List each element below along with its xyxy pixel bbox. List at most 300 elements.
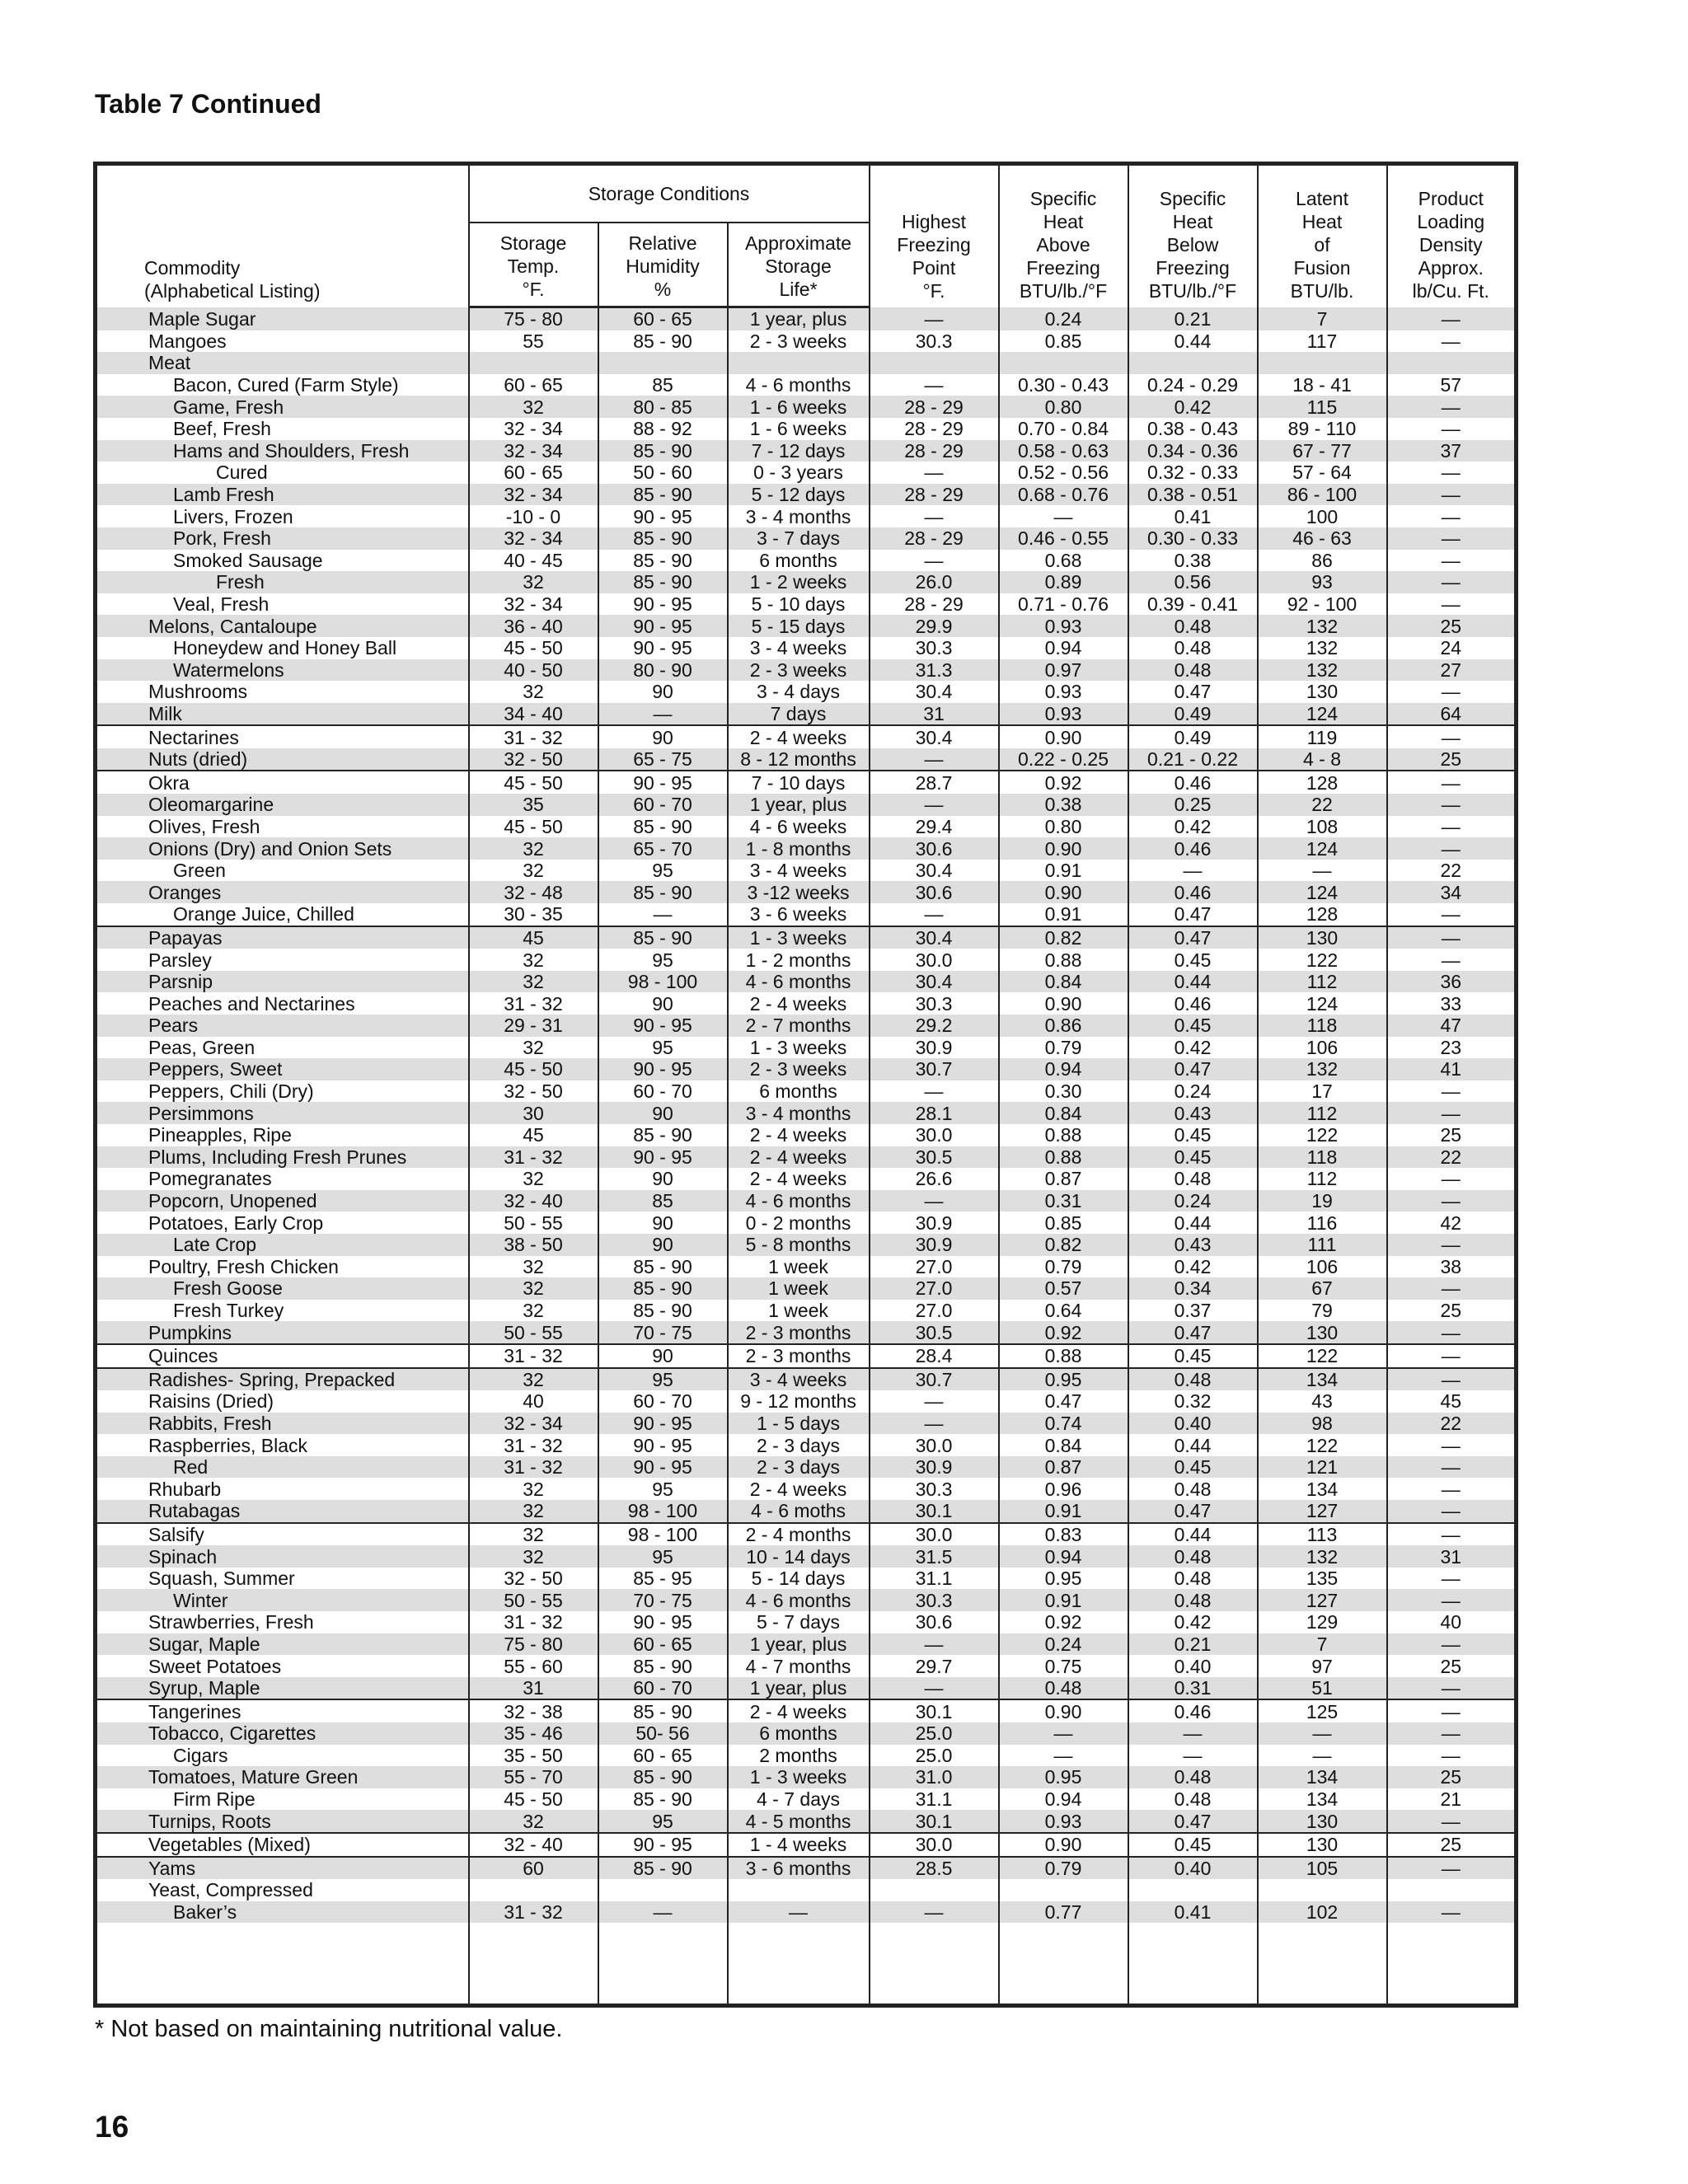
table-row — [96, 659, 1517, 682]
cell-heat-above: 0.82 — [999, 1234, 1128, 1256]
cell-latent-heat: 134 — [1258, 1788, 1387, 1811]
table-row — [96, 593, 1517, 616]
cell-heat-above: — — [999, 505, 1128, 527]
cell-commodity: Peppers, Chili (Dry) — [148, 1080, 314, 1103]
cell-latent-heat: 121 — [1258, 1456, 1387, 1479]
cell-commodity: Strawberries, Fresh — [148, 1611, 314, 1633]
cell-heat-above: 0.94 — [999, 1545, 1128, 1568]
cell-loading-density: 25 — [1387, 1766, 1517, 1788]
cell-latent-heat: 79 — [1258, 1300, 1387, 1322]
header-storage-conditions: Storage Conditions — [469, 164, 870, 223]
cell-heat-below: 0.40 — [1128, 1413, 1258, 1435]
cell-commodity: Melons, Cantaloupe — [96, 615, 469, 637]
cell-storage-temp: 35 - 50 — [469, 1745, 598, 1767]
cell-heat-below: 0.38 - 0.43 — [1128, 418, 1258, 440]
cell-loading-density: — — [1387, 330, 1517, 353]
spacer-cell — [1258, 1923, 1387, 2005]
cell-freezing-point: 25.0 — [870, 1745, 999, 1767]
cell-storage-life: 7 - 10 days — [728, 771, 870, 794]
table-row — [96, 1633, 1517, 1656]
cell-storage-life: 4 - 6 months — [728, 374, 870, 396]
cell-latent-heat: 86 — [1258, 550, 1387, 572]
cell-heat-above: 0.74 — [999, 1413, 1128, 1435]
cell-loading-density: 45 — [1387, 1390, 1517, 1413]
cell-heat-below: 0.45 — [1128, 1015, 1258, 1037]
cell-heat-above: 0.75 — [999, 1655, 1128, 1677]
cell-latent-heat: 4 - 8 — [1258, 748, 1387, 771]
cell-freezing-point: 30.4 — [870, 926, 999, 949]
cell-freezing-point: 29.9 — [870, 615, 999, 637]
cell-loading-density: 37 — [1387, 440, 1517, 462]
cell-heat-above: 0.82 — [999, 926, 1128, 949]
table-row — [96, 527, 1517, 550]
cell-freezing-point: 30.9 — [870, 1037, 999, 1059]
cell-commodity: Salsify — [148, 1523, 204, 1545]
table-row — [96, 440, 1517, 462]
cell-heat-below: 0.45 — [1128, 1146, 1258, 1169]
cell-heat-below: 0.48 — [1128, 1568, 1258, 1590]
cell-loading-density: — — [1387, 1080, 1517, 1103]
cell-latent-heat: 127 — [1258, 1500, 1387, 1523]
cell-loading-density: — — [1387, 396, 1517, 418]
table-row — [96, 1368, 1517, 1391]
cell-commodity: Fresh Turkey — [173, 1300, 284, 1322]
cell-heat-above: 0.84 — [999, 971, 1128, 993]
table-row — [96, 1523, 1517, 1546]
cell-storage-temp: 32 — [469, 396, 598, 418]
cell-heat-below: 0.46 — [1128, 837, 1258, 860]
cell-storage-temp: 32 - 34 — [469, 527, 598, 550]
table-row — [96, 1722, 1517, 1745]
cell-freezing-point: 30.4 — [870, 725, 999, 748]
table-row — [96, 1766, 1517, 1788]
cell-commodity: Peaches and Nectarines — [148, 992, 355, 1015]
cell-loading-density: 25 — [1387, 1655, 1517, 1677]
table-row — [96, 1879, 1517, 1901]
cell-loading-density: 36 — [1387, 971, 1517, 993]
table-row — [96, 1655, 1517, 1677]
cell-heat-below: 0.42 — [1128, 396, 1258, 418]
cell-storage-life: 5 - 12 days — [728, 484, 870, 506]
cell-storage-temp: 60 - 65 — [469, 374, 598, 396]
cell-commodity: Radishes- Spring, Prepacked — [96, 1368, 469, 1391]
cell-latent-heat: 130 — [1258, 1810, 1387, 1833]
cell-latent-heat: 132 — [1258, 659, 1387, 682]
cell-heat-below: 0.49 — [1128, 703, 1258, 726]
cell-loading-density: — — [1387, 1523, 1517, 1546]
cell-heat-below: 0.44 — [1128, 971, 1258, 993]
cell-heat-above: 0.91 — [999, 903, 1128, 926]
cell-storage-life: 3 - 4 months — [728, 1102, 870, 1124]
cell-latent-heat: 67 - 77 — [1258, 440, 1387, 462]
cell-commodity: Cigars — [173, 1744, 228, 1766]
cell-commodity: Sugar, Maple — [96, 1633, 469, 1656]
cell-latent-heat: 67 — [1258, 1277, 1387, 1300]
cell-humidity: 80 - 90 — [598, 659, 728, 682]
cell-latent-heat: 122 — [1258, 1434, 1387, 1456]
page-title: Table 7 Continued — [95, 89, 321, 119]
cell-latent-heat: 122 — [1258, 949, 1387, 971]
cell-humidity: 95 — [598, 1810, 728, 1833]
cell-heat-above: 0.47 — [999, 1390, 1128, 1413]
cell-heat-below: 0.44 — [1128, 1212, 1258, 1234]
cell-storage-temp — [469, 352, 598, 374]
cell-storage-temp: 32 — [469, 1168, 598, 1190]
table-row — [96, 1212, 1517, 1234]
cell-latent-heat: 7 — [1258, 307, 1387, 330]
cell-loading-density: 41 — [1387, 1058, 1517, 1080]
cell-humidity: 85 - 90 — [598, 1300, 728, 1322]
cell-storage-temp: 55 — [469, 330, 598, 353]
cell-loading-density: — — [1387, 1478, 1517, 1500]
cell-storage-temp: 30 — [469, 1102, 598, 1124]
cell-humidity: 85 - 95 — [598, 1568, 728, 1590]
cell-storage-life: 1 - 3 weeks — [728, 926, 870, 949]
cell-storage-life: 1 week — [728, 1256, 870, 1278]
cell-heat-below: 0.21 — [1128, 1633, 1258, 1656]
cell-latent-heat: 7 — [1258, 1633, 1387, 1656]
cell-storage-temp: 40 - 50 — [469, 659, 598, 682]
cell-humidity: 50- 56 — [598, 1722, 728, 1745]
cell-storage-life: 8 - 12 months — [728, 748, 870, 771]
cell-heat-below: 0.48 — [1128, 1368, 1258, 1391]
cell-heat-above: 0.24 — [999, 1633, 1128, 1656]
cell-commodity: Peas, Green — [148, 1036, 256, 1058]
table-row — [96, 484, 1517, 506]
cell-heat-below: 0.42 — [1128, 816, 1258, 838]
page-number: 16 — [95, 2110, 129, 2144]
cell-storage-temp: 40 — [469, 1390, 598, 1413]
cell-heat-below: 0.45 — [1128, 1456, 1258, 1479]
cell-latent-heat: 105 — [1258, 1857, 1387, 1880]
cell-humidity: 85 - 90 — [598, 440, 728, 462]
cell-commodity: Raisins (Dried) — [148, 1390, 274, 1413]
cell-storage-temp: 45 — [469, 1124, 598, 1146]
cell-latent-heat: 17 — [1258, 1080, 1387, 1103]
cell-freezing-point: — — [870, 903, 999, 926]
table-row — [96, 418, 1517, 440]
cell-heat-above: 0.94 — [999, 1058, 1128, 1080]
cell-heat-above: 0.92 — [999, 1321, 1128, 1344]
cell-freezing-point: 31.1 — [870, 1568, 999, 1590]
cell-humidity: 90 - 95 — [598, 1058, 728, 1080]
cell-heat-below: 0.45 — [1128, 1124, 1258, 1146]
cell-commodity: Honeydew and Honey Ball — [173, 637, 397, 659]
cell-latent-heat: 134 — [1258, 1478, 1387, 1500]
cell-humidity: 90 - 95 — [598, 1413, 728, 1435]
cell-heat-above: 0.93 — [999, 1810, 1128, 1833]
cell-freezing-point: 28 - 29 — [870, 593, 999, 616]
cell-loading-density: 25 — [1387, 748, 1517, 771]
cell-commodity: Turnips, Roots — [96, 1810, 469, 1833]
cell-freezing-point: — — [870, 374, 999, 396]
cell-commodity: Tomatoes, Mature Green — [96, 1766, 469, 1788]
cell-latent-heat: 130 — [1258, 926, 1387, 949]
cell-storage-life: 2 - 3 days — [728, 1456, 870, 1479]
table-row — [96, 860, 1517, 882]
cell-commodity: Tobacco, Cigarettes — [96, 1722, 469, 1745]
cell-humidity: 90 - 95 — [598, 1015, 728, 1037]
cell-freezing-point: 30.0 — [870, 949, 999, 971]
cell-humidity: 80 - 85 — [598, 396, 728, 418]
table-row — [96, 1015, 1517, 1037]
table-row — [96, 1434, 1517, 1456]
cell-heat-above: 0.90 — [999, 1833, 1128, 1857]
cell-humidity: 90 - 95 — [598, 1611, 728, 1633]
cell-latent-heat: 124 — [1258, 992, 1387, 1015]
spacer-cell — [598, 1923, 728, 2005]
cell-heat-above: 0.80 — [999, 816, 1128, 838]
cell-commodity: Pork, Fresh — [96, 527, 469, 550]
cell-latent-heat: 92 - 100 — [1258, 593, 1387, 616]
cell-latent-heat: 122 — [1258, 1344, 1387, 1368]
cell-loading-density: — — [1387, 1234, 1517, 1256]
cell-heat-below: 0.47 — [1128, 903, 1258, 926]
cell-loading-density: — — [1387, 1568, 1517, 1590]
cell-freezing-point: 30.0 — [870, 1434, 999, 1456]
cell-heat-below: 0.48 — [1128, 1788, 1258, 1811]
cell-humidity: 85 - 90 — [598, 926, 728, 949]
cell-heat-below: 0.46 — [1128, 771, 1258, 794]
cell-latent-heat: 128 — [1258, 771, 1387, 794]
table-row — [96, 462, 1517, 484]
cell-commodity: Green — [173, 860, 226, 882]
cell-heat-below: 0.31 — [1128, 1677, 1258, 1700]
cell-freezing-point: 31.5 — [870, 1545, 999, 1568]
cell-loading-density: — — [1387, 1901, 1517, 1924]
cell-loading-density: — — [1387, 505, 1517, 527]
cell-heat-below: 0.24 — [1128, 1080, 1258, 1103]
cell-loading-density: — — [1387, 484, 1517, 506]
cell-loading-density: 22 — [1387, 1146, 1517, 1169]
cell-heat-below: 0.43 — [1128, 1102, 1258, 1124]
cell-freezing-point: 30.4 — [870, 860, 999, 882]
cell-commodity: Oleomargarine — [96, 794, 469, 816]
cell-heat-below: 0.56 — [1128, 571, 1258, 593]
cell-latent-heat: 128 — [1258, 903, 1387, 926]
cell-latent-heat: 19 — [1258, 1190, 1387, 1212]
cell-loading-density: 64 — [1387, 703, 1517, 726]
cell-loading-density: — — [1387, 1368, 1517, 1391]
table-row — [96, 352, 1517, 374]
cell-heat-below: 0.49 — [1128, 725, 1258, 748]
table-row — [96, 949, 1517, 971]
cell-commodity: Cured — [216, 462, 268, 484]
cell-latent-heat: 51 — [1258, 1677, 1387, 1700]
cell-storage-temp: 32 — [469, 681, 598, 703]
cell-heat-above: 0.68 — [999, 550, 1128, 572]
cell-storage-temp: 31 — [469, 1677, 598, 1700]
cell-heat-below: 0.48 — [1128, 1545, 1258, 1568]
cell-heat-below: 0.37 — [1128, 1300, 1258, 1322]
cell-freezing-point: — — [870, 794, 999, 816]
cell-commodity: Milk — [96, 703, 469, 726]
cell-freezing-point: 31.0 — [870, 1766, 999, 1788]
spacer-cell — [96, 1923, 469, 2005]
cell-storage-life: 2 - 4 weeks — [728, 992, 870, 1015]
cell-loading-density — [1387, 1879, 1517, 1901]
cell-storage-life: 1 - 6 weeks — [728, 396, 870, 418]
table-spacer-row — [96, 1923, 1517, 2005]
table-row — [96, 992, 1517, 1015]
cell-storage-life: 2 - 4 weeks — [728, 1168, 870, 1190]
cell-humidity: 85 - 90 — [598, 1277, 728, 1300]
cell-storage-life: 2 - 4 months — [728, 1523, 870, 1546]
cell-heat-below: — — [1128, 860, 1258, 882]
cell-heat-above: 0.88 — [999, 949, 1128, 971]
cell-latent-heat: 129 — [1258, 1611, 1387, 1633]
cell-commodity: Maple Sugar — [96, 307, 469, 330]
header-latent-heat: Latent Heat of Fusion BTU/lb. — [1258, 164, 1387, 307]
cell-latent-heat: 112 — [1258, 1168, 1387, 1190]
cell-latent-heat: 132 — [1258, 615, 1387, 637]
table-row — [96, 1300, 1517, 1322]
cell-loading-density: 42 — [1387, 1212, 1517, 1234]
cell-loading-density: 23 — [1387, 1037, 1517, 1059]
cell-freezing-point: 26.0 — [870, 571, 999, 593]
cell-loading-density: 25 — [1387, 1300, 1517, 1322]
cell-latent-heat: 100 — [1258, 505, 1387, 527]
cell-heat-above: 0.22 - 0.25 — [999, 748, 1128, 771]
cell-heat-above — [999, 352, 1128, 374]
cell-freezing-point: 30.7 — [870, 1368, 999, 1391]
cell-loading-density: — — [1387, 307, 1517, 330]
cell-loading-density: — — [1387, 527, 1517, 550]
cell-heat-below: 0.42 — [1128, 1611, 1258, 1633]
cell-heat-above: 0.94 — [999, 1788, 1128, 1811]
cell-latent-heat — [1258, 352, 1387, 374]
cell-freezing-point: 30.6 — [870, 881, 999, 903]
cell-humidity: 85 - 90 — [598, 1699, 728, 1722]
cell-latent-heat: 111 — [1258, 1234, 1387, 1256]
cell-heat-below: 0.48 — [1128, 1589, 1258, 1611]
cell-freezing-point — [870, 1879, 999, 1901]
cell-humidity: 60 - 65 — [598, 1745, 728, 1767]
table-row — [96, 748, 1517, 771]
cell-heat-above: 0.38 — [999, 794, 1128, 816]
cell-storage-life: 3 - 4 days — [728, 681, 870, 703]
cell-storage-temp: 31 - 32 — [469, 1901, 598, 1924]
table-row — [96, 1124, 1517, 1146]
cell-humidity: 90 - 95 — [598, 615, 728, 637]
cell-latent-heat: 135 — [1258, 1568, 1387, 1590]
cell-storage-temp: 60 - 65 — [469, 462, 598, 484]
cell-latent-heat: 113 — [1258, 1523, 1387, 1546]
cell-storage-life: 2 - 4 weeks — [728, 725, 870, 748]
cell-storage-temp: 55 - 60 — [469, 1655, 598, 1677]
cell-humidity: 98 - 100 — [598, 1523, 728, 1546]
cell-humidity: 90 — [598, 1102, 728, 1124]
table-row — [96, 881, 1517, 903]
cell-heat-above: 0.90 — [999, 837, 1128, 860]
cell-heat-above: 0.80 — [999, 396, 1128, 418]
cell-freezing-point: 31 — [870, 703, 999, 726]
table-row — [96, 615, 1517, 637]
cell-freezing-point: 30.9 — [870, 1212, 999, 1234]
cell-heat-above: 0.90 — [999, 1699, 1128, 1722]
table-row — [96, 1146, 1517, 1169]
cell-humidity: 95 — [598, 1478, 728, 1500]
cell-storage-life: 6 months — [728, 1080, 870, 1103]
cell-humidity: 90 - 95 — [598, 593, 728, 616]
cell-heat-below: 0.21 — [1128, 307, 1258, 330]
cell-storage-life: 1 - 2 months — [728, 949, 870, 971]
cell-storage-temp: 32 - 34 — [469, 440, 598, 462]
header-humidity: Relative Humidity % — [598, 223, 728, 307]
cell-heat-above: 0.92 — [999, 771, 1128, 794]
header-loading-density: Product Loading Density Approx. lb/Cu. Ft. — [1387, 164, 1517, 307]
cell-humidity: — — [598, 703, 728, 726]
cell-humidity: 85 - 90 — [598, 1857, 728, 1880]
cell-storage-life: 2 - 3 weeks — [728, 330, 870, 353]
cell-commodity: Baker’s — [96, 1901, 469, 1924]
cell-freezing-point: — — [870, 1633, 999, 1656]
cell-storage-temp: 50 - 55 — [469, 1589, 598, 1611]
table-row — [96, 1589, 1517, 1611]
cell-storage-life: 1 year, plus — [728, 794, 870, 816]
cell-storage-life: 2 - 7 months — [728, 1015, 870, 1037]
table-row — [96, 903, 1517, 926]
cell-heat-above: 0.93 — [999, 703, 1128, 726]
cell-humidity — [598, 1879, 728, 1901]
cell-storage-life: 2 - 3 weeks — [728, 659, 870, 682]
cell-loading-density — [1387, 352, 1517, 374]
cell-storage-temp: 36 - 40 — [469, 615, 598, 637]
cell-humidity: 65 - 75 — [598, 748, 728, 771]
cell-freezing-point: — — [870, 307, 999, 330]
cell-latent-heat: — — [1258, 860, 1387, 882]
cell-freezing-point: 30.0 — [870, 1124, 999, 1146]
cell-commodity: Plums, Including Fresh Prunes — [96, 1146, 469, 1169]
cell-commodity: Papayas — [96, 926, 469, 949]
cell-storage-temp: 45 - 50 — [469, 816, 598, 838]
cell-heat-above: 0.85 — [999, 1212, 1128, 1234]
header-heat-above: Specific Heat Above Freezing BTU/lb./°F — [999, 164, 1128, 307]
cell-humidity: 60 - 70 — [598, 1390, 728, 1413]
cell-heat-above: 0.91 — [999, 1500, 1128, 1523]
cell-latent-heat: 124 — [1258, 703, 1387, 726]
cell-latent-heat: 22 — [1258, 794, 1387, 816]
cell-latent-heat: 132 — [1258, 1545, 1387, 1568]
cell-humidity: 60 - 70 — [598, 794, 728, 816]
cell-storage-temp: 40 - 45 — [469, 550, 598, 572]
cell-heat-above: 0.64 — [999, 1300, 1128, 1322]
cell-storage-life: 3 - 4 weeks — [728, 1368, 870, 1391]
cell-commodity: Onions (Dry) and Onion Sets — [96, 837, 469, 860]
cell-storage-life: 4 - 6 weeks — [728, 816, 870, 838]
cell-storage-life: 4 - 6 moths — [728, 1500, 870, 1523]
cell-loading-density: — — [1387, 1434, 1517, 1456]
cell-commodity: Lamb Fresh — [96, 484, 469, 506]
cell-heat-below: 0.47 — [1128, 1500, 1258, 1523]
cell-commodity: Olives, Fresh — [148, 815, 260, 837]
cell-commodity: Sweet Potatoes — [148, 1655, 282, 1677]
cell-storage-life: 5 - 15 days — [728, 615, 870, 637]
cell-humidity: 85 — [598, 1190, 728, 1212]
table-row — [96, 1234, 1517, 1256]
cell-storage-temp: 32 — [469, 571, 598, 593]
cell-storage-life: 10 - 14 days — [728, 1545, 870, 1568]
cell-loading-density: — — [1387, 1168, 1517, 1190]
cell-freezing-point: 29.4 — [870, 816, 999, 838]
cell-freezing-point: — — [870, 462, 999, 484]
cell-latent-heat: 116 — [1258, 1212, 1387, 1234]
cell-humidity: 85 - 90 — [598, 1766, 728, 1788]
cell-commodity: Parsnip — [96, 971, 469, 993]
cell-humidity: 85 - 90 — [598, 1124, 728, 1146]
cell-storage-temp: 32 — [469, 1277, 598, 1300]
cell-commodity: Nectarines — [148, 726, 239, 748]
